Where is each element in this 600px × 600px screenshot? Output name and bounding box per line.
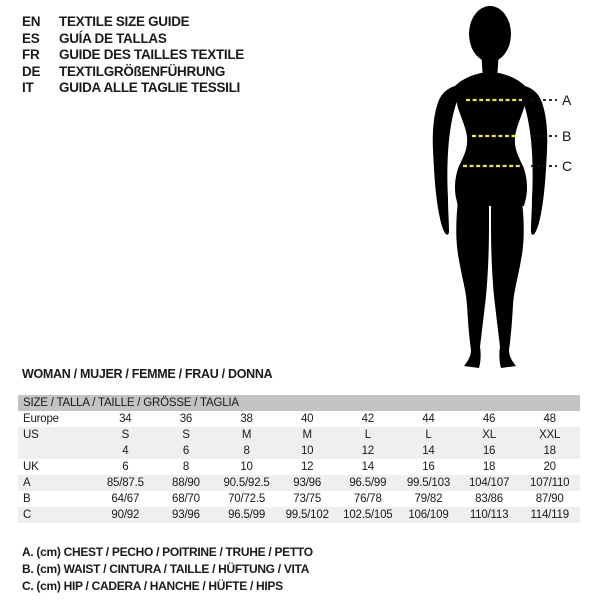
table-row: [18, 411, 580, 427]
table-cell: 107/110: [530, 477, 570, 489]
legend-item: B. (cm) WAIST / CINTURA / TAILLE / HÜFTUNG / VITA: [22, 562, 310, 576]
table-cell: XL: [482, 429, 496, 441]
table-cell: 87/90: [535, 493, 564, 505]
table-cell: 96.5/99: [349, 477, 387, 489]
table-cell: 76/78: [353, 493, 382, 505]
table-cell: 20: [543, 461, 556, 473]
table-cell: 12: [300, 461, 314, 473]
table-cell: 14: [422, 445, 435, 457]
table-cell: S: [182, 429, 190, 441]
row-label: [18, 443, 95, 459]
size-table-body: [18, 411, 580, 523]
table-cell: 68/70: [172, 493, 200, 505]
table-row: [18, 475, 580, 491]
table-cell: 64/67: [111, 493, 140, 505]
row-label: Europe: [23, 413, 59, 425]
guide-title-text: GUIDA ALLE TAGLIE TESSILI: [59, 80, 240, 95]
table-row: [18, 507, 580, 523]
table-cell: 96.5/99: [228, 509, 266, 521]
table-cell: 14: [361, 461, 375, 473]
table-cell: 104/107: [468, 477, 510, 489]
table-row: [18, 427, 580, 443]
table-cell: 8: [182, 461, 190, 473]
table-cell: M: [302, 429, 312, 441]
language-code: ES: [22, 30, 40, 46]
table-cell: 99.5/103: [406, 477, 451, 489]
table-cell: 110/113: [469, 509, 509, 521]
guide-title-text: TEXTILGRÖßENFÜHRUNG: [59, 63, 226, 79]
row-label: B: [23, 493, 31, 505]
guide-title-text: GUIDE DES TAILLES TEXTILE: [59, 47, 245, 62]
table-cell: 83/86: [475, 493, 503, 505]
table-cell: 48: [543, 413, 556, 425]
table-cell: M: [241, 429, 252, 441]
section-title-woman: WOMAN / MUJER / FEMME / FRAU / DONNA: [22, 367, 273, 381]
row-label: US: [23, 429, 39, 441]
woman-silhouette: [433, 6, 548, 368]
table-cell: 90.5/92.5: [223, 477, 270, 489]
table-row: [18, 443, 580, 459]
marker-label-b: B: [562, 128, 572, 144]
table-cell: 46: [482, 413, 496, 425]
guide-title-text: TEXTILE SIZE GUIDE: [59, 14, 190, 29]
table-cell: 73/75: [293, 493, 322, 505]
marker-label-a: A: [562, 92, 572, 108]
row-label: A: [23, 477, 31, 489]
language-code: DE: [22, 63, 41, 79]
table-cell: 88/90: [172, 477, 200, 489]
measurement-legend: [22, 544, 313, 595]
table-cell: 93/96: [172, 509, 200, 521]
row-label: C: [23, 509, 32, 521]
table-cell: S: [121, 429, 130, 441]
table-cell: 90/92: [111, 509, 140, 521]
row-label: UK: [23, 461, 39, 473]
table-cell: 10: [240, 461, 253, 473]
language-code: FR: [22, 47, 40, 62]
language-code: IT: [22, 80, 34, 95]
legend-item: A. (cm) CHEST / PECHO / POITRINE / TRUHE / PETTO: [22, 545, 313, 559]
guide-title-text: GUÍA DE TALLAS: [59, 30, 167, 46]
table-cell: 8: [243, 445, 250, 457]
table-cell: 93/96: [293, 477, 322, 489]
language-code: EN: [22, 14, 41, 29]
table-cell: 34: [119, 413, 132, 425]
table-cell: XXL: [539, 429, 561, 441]
legend-item: C. (cm) HIP / CADERA / HANCHE / HÜFTE / HIPS: [22, 579, 283, 593]
table-cell: L: [364, 429, 371, 441]
table-cell: 36: [179, 413, 193, 425]
table-cell: 10: [300, 445, 314, 457]
table-cell: 12: [361, 445, 375, 457]
table-cell: 70/72.5: [228, 493, 266, 505]
size-table: [18, 395, 580, 523]
table-cell: 16: [422, 461, 435, 473]
table-cell: 6: [122, 461, 129, 473]
table-cell: 114/119: [530, 509, 569, 521]
table-cell: 38: [240, 413, 253, 425]
table-row: [18, 491, 580, 507]
table-cell: L: [425, 429, 432, 441]
table-cell: 6: [182, 445, 190, 457]
table-cell: 85/87.5: [106, 477, 144, 489]
table-cell: 44: [422, 413, 435, 425]
table-cell: 102.5/105: [343, 509, 393, 521]
marker-label-c: C: [562, 158, 573, 174]
size-table-header: SIZE / TALLA / TAILLE / GRÖSSE / TAGLIA: [18, 395, 580, 411]
table-cell: 99.5/102: [285, 509, 329, 521]
table-cell: 40: [300, 413, 314, 425]
table-cell: 18: [482, 461, 496, 473]
table-cell: 16: [482, 445, 496, 457]
table-cell: 106/109: [408, 509, 449, 521]
table-row: [18, 459, 580, 475]
table-cell: 42: [361, 413, 375, 425]
table-cell: 18: [543, 445, 556, 457]
table-cell: 79/82: [414, 493, 443, 505]
table-cell: 4: [122, 445, 129, 457]
